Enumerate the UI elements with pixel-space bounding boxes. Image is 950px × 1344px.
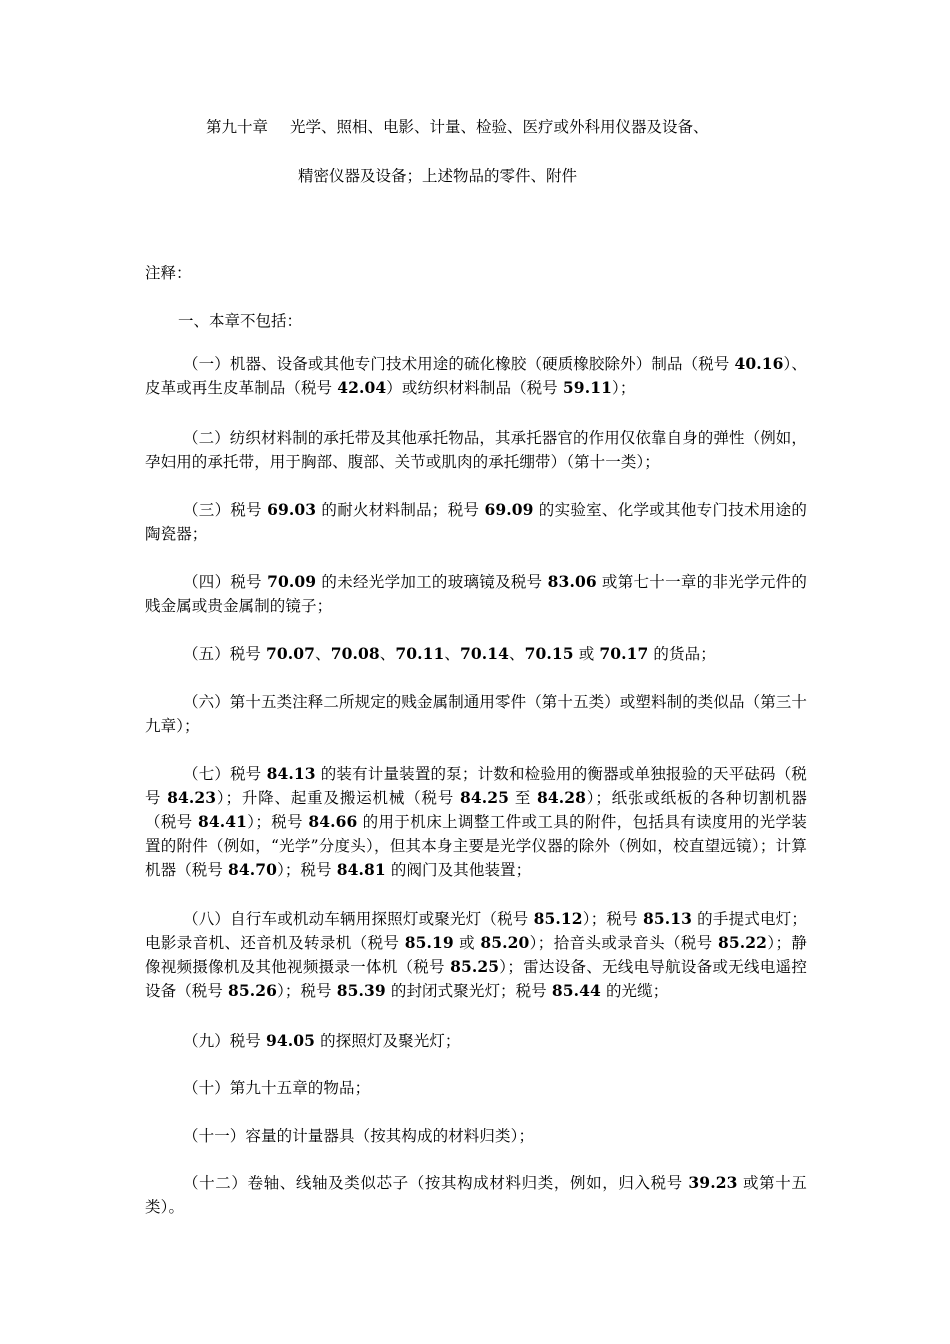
note-item-5: （五）税号 70.07、70.08、70.11、70.14、70.15 或 70.17 的货品； [183,644,716,663]
note-item-3: （三）税号 69.03 的耐火材料制品；税号 69.09 的实验室、化学或其他专门技术用途的陶瓷器； [145,500,807,543]
note-item-2: （二）纺织材料制的承托带及其他承托物品，其承托器官的作用仅依靠自身的弹性（例如，孕妇用的承托带，用于胸部、腹部、关节或肌肉的承托绷带）（第十一类）； [145,429,808,471]
note-item-11: （十一）容量的计量器具（按其构成的材料归类）； [183,1127,535,1145]
note-one-heading: 一、本章不包括： [178,312,303,330]
note-item-4: （四）税号 70.09 的未经光学加工的玻璃镜及税号 83.06 或第七十一章的非光学元件的贱金属或贵金属制的镜子； [145,572,807,615]
chapter-number: 第九十章 [206,118,269,136]
chapter-title-text: 光学、照相、电影、计量、检验、医疗或外科用仪器及设备、 [290,118,709,136]
note-item-6: （六）第十五类注释二所规定的贱金属制通用零件（第十五类）或塑料制的类似品（第三十九章）； [145,693,808,735]
notes-label: 注释： [145,264,192,282]
chapter-title-line-2: 精密仪器及设备；上述物品的零件、附件 [298,167,578,185]
chapter-title-line-1 [206,117,709,137]
note-item-7: （七）税号 84.13 的装有计量装置的泵；计数和检验用的衡器或单独报验的天平砝码（税号 84.23）；升降、起重及搬运机械（税号 84.25 至 84.28）；纸张或纸板的各种切割机器（税号 84.41）；税号 84.66 的用于机床上调整工件或工具的附件，包括具有读度用的光学装置的附件（例如，“光学”分度头），但其本身主要是光学仪器的除外（例如，校直望远镜）；计算机器（税号 84.70）；税号 84.81 的阀门及其他装置； [145,764,807,879]
note-item-10: （十）第九十五章的物品； [183,1079,371,1097]
note-item-8: （八）自行车或机动车辆用探照灯或聚光灯（税号 85.12）；税号 85.13 的手提式电灯；电影录音机、还音机及转录机（税号 85.19 或 85.20）；拾音头或录音头（税号 85.22）；静像视频摄像机及其他视频摄录一体机（税号 85.25）；雷达设备、无线电导航设备或无线电遥控设备（税号 85.26）；税号 85.39 的封闭式聚光灯；税号 85.44 的光缆； [145,909,808,1000]
note-item-9: （九）税号 94.05 的探照灯及聚光灯； [183,1031,461,1050]
note-item-1: （一）机器、设备或其他专门技术用途的硫化橡胶（硬质橡胶除外）制品（税号 40.16）、皮革或再生皮革制品（税号 42.04）或纺织材料制品（税号 59.11）； [145,354,808,397]
note-item-12: （十二）卷轴、线轴及类似芯子（按其构成材料归类，例如，归入税号 39.23 或第十五类）。 [145,1173,807,1216]
